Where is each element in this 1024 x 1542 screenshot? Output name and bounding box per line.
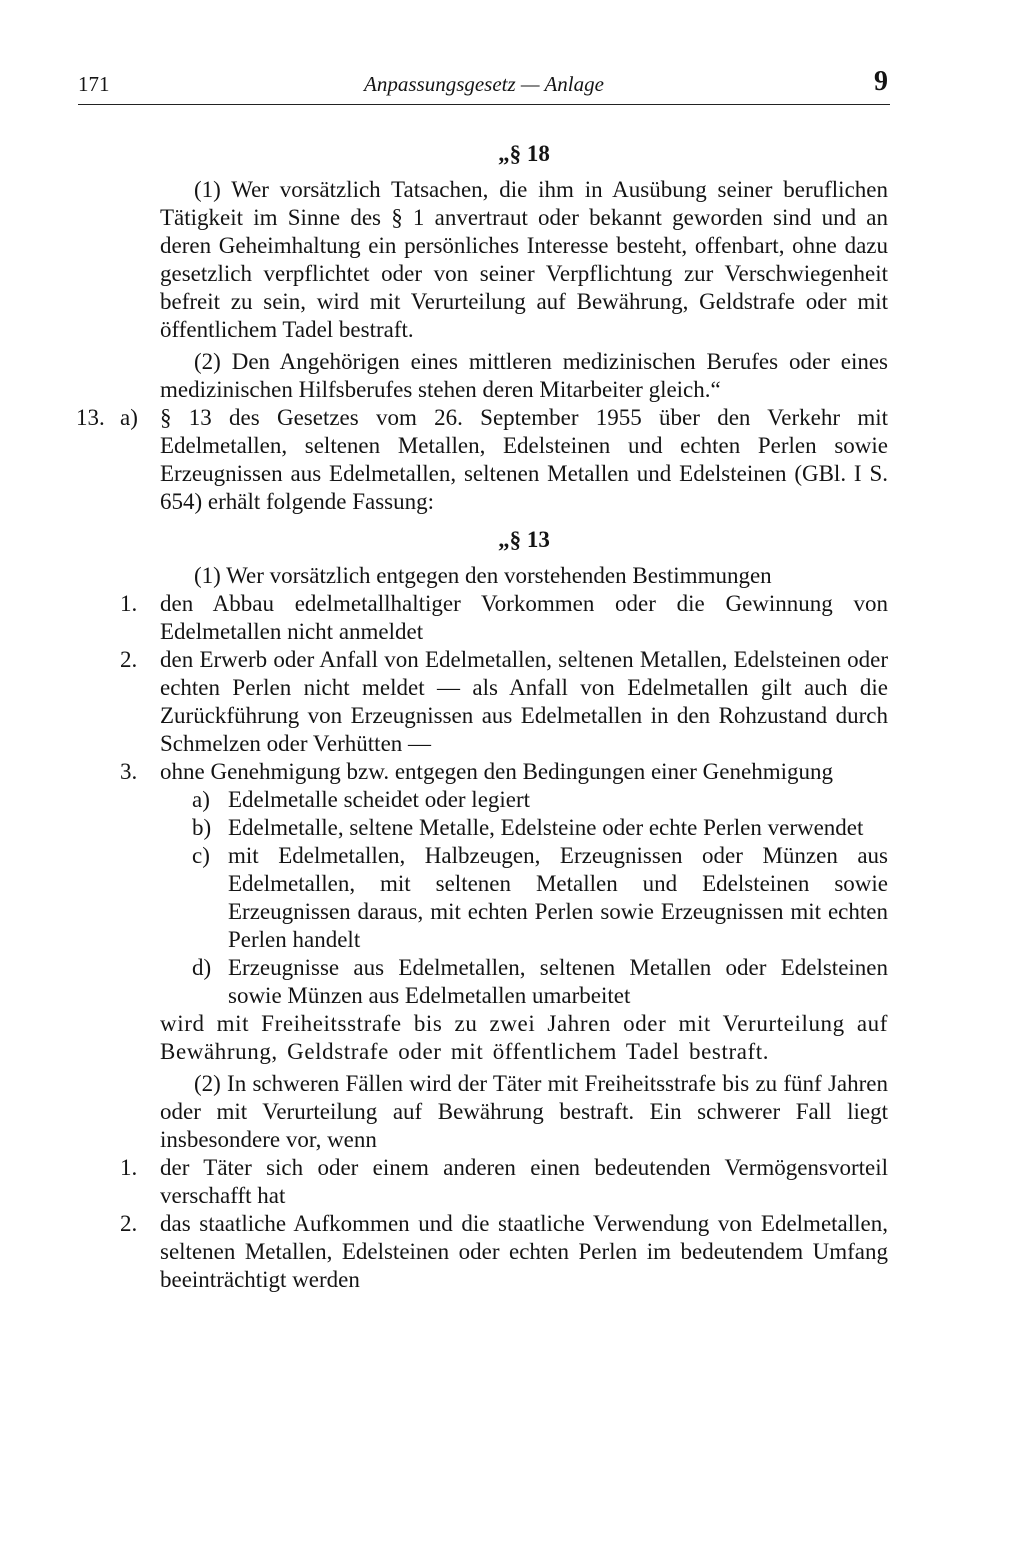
section-18-paragraph-1: (1) Wer vorsätzlich Tatsachen, die ihm in Ausübung seiner beruflichen Tätigkeit im Sinne des § 1 anvertraut oder bekannt geworden sind und an deren Geheimhaltung ein persönliches Interesse besteht, offenbart, ohne dazu gesetzlich verpflichtet oder von seiner Verpflichtung zur Verschwiegenheit befreit zu sein, wird mit Verurteilung auf Bewährung, Geldstrafe oder mit öffentlichem Tadel bestraft. (160, 177, 888, 342)
list-item-label: 1. (120, 1155, 138, 1180)
list-item (120, 646, 888, 758)
list-item-text: das staatliche Aufkommen und die staatliche Verwendung von Edelmetallen, seltenen Metallen, Edelsteinen oder echten Perlen im bedeutendem Umfang beeinträchtigt werden (160, 1211, 888, 1292)
amendment-item-13 (76, 404, 888, 516)
sub-list-item-text: Erzeugnisse aus Edelmetallen, seltenen Metallen oder Edelsteinen sowie Münzen aus Edelmetallen umarbeitet (228, 955, 888, 1008)
amendment-number: 13. (76, 405, 105, 430)
list-item-label: 2. (120, 1211, 138, 1236)
list-item (120, 1210, 888, 1294)
list-item-label: 1. (120, 591, 138, 616)
list-item-label: 2. (120, 647, 138, 672)
list-item-label: 3. (120, 759, 138, 784)
amendment-text: § 13 des Gesetzes vom 26. September 1955 über den Verkehr mit Edelmetallen, seltenen Metallen, Edelsteinen und echten Perlen sowie Erzeugnissen aus Edelmetallen, seltenen Metallen und Edelsteinen (GBl. I S. 654) erhält folgende Fassung: (160, 405, 888, 514)
list-item-text: der Täter sich oder einem anderen einen bedeutenden Vermögensvorteil verschafft hat (160, 1155, 888, 1208)
sub-list-item-text: mit Edelmetallen, Halbzeugen, Erzeugnissen oder Münzen aus Edelmetallen, mit seltenen Metallen und Edelsteinen sowie Erzeugnissen daraus, mit echten Perlen sowie Erzeugnissen mit echten Perlen handelt (228, 843, 888, 952)
amendment-letter: a) (120, 405, 138, 430)
sub-list-item (160, 842, 888, 954)
section-18-heading: „§ 18 (498, 141, 550, 166)
sub-list-item-label: b) (192, 815, 212, 840)
sub-list-item-label: c) (192, 843, 210, 868)
section-13-paragraph-1-conclusion: wird mit Freiheitsstrafe bis zu zwei Jahren oder mit Verurteilung auf Bewährung, Geldstrafe oder mit öffentlichem Tadel bestraft. (160, 1011, 888, 1064)
list-item (120, 1154, 888, 1210)
running-header (78, 66, 890, 105)
sub-list-item-label: d) (192, 955, 212, 980)
list-item-text: den Abbau edelmetallhaltiger Vorkommen oder die Gewinnung von Edelmetallen nicht anmeldet (160, 591, 888, 644)
sub-list-item-text: Edelmetalle, seltene Metalle, Edelsteine oder echte Perlen verwendet (228, 815, 864, 840)
list-item-text: den Erwerb oder Anfall von Edelmetallen, seltenen Metallen, Edelsteinen oder echten Perlen nicht meldet — als Anfall von Edelmetallen gilt auch die Zurückführung von Erzeugnissen aus Edelmetallen in den Rohzustand durch Schmelzen oder Verhütten — (160, 647, 888, 756)
sub-list-item (160, 814, 888, 842)
sub-list-item (160, 786, 888, 814)
list-item (120, 758, 888, 786)
running-title: Anpassungsgesetz — Anlage (364, 72, 604, 96)
section-13-paragraph-1-intro: (1) Wer vorsätzlich entgegen den vorstehenden Bestimmungen (194, 563, 772, 588)
sub-list-item-label: a) (192, 787, 210, 812)
body-text (76, 136, 888, 1294)
sheet-number: 9 (874, 66, 888, 97)
sub-list-item-text: Edelmetalle scheidet oder legiert (228, 787, 531, 812)
section-18-paragraph-2: (2) Den Angehörigen eines mittleren medizinischen Berufes oder eines medizinischen Hilfsberufes stehen deren Mitarbeiter gleich.“ (160, 349, 888, 402)
page-number: 171 (78, 72, 110, 96)
section-13-paragraph-2-intro: (2) In schweren Fällen wird der Täter mit Freiheitsstrafe bis zu fünf Jahren oder mit Verurteilung auf Bewährung bestraft. Ein schwerer Fall liegt insbesondere vor, wenn (160, 1071, 888, 1152)
list-item-text: ohne Genehmigung bzw. entgegen den Bedingungen einer Genehmigung (160, 759, 833, 784)
section-13-heading: „§ 13 (498, 527, 550, 552)
sub-list-item (160, 954, 888, 1010)
list-item (120, 590, 888, 646)
